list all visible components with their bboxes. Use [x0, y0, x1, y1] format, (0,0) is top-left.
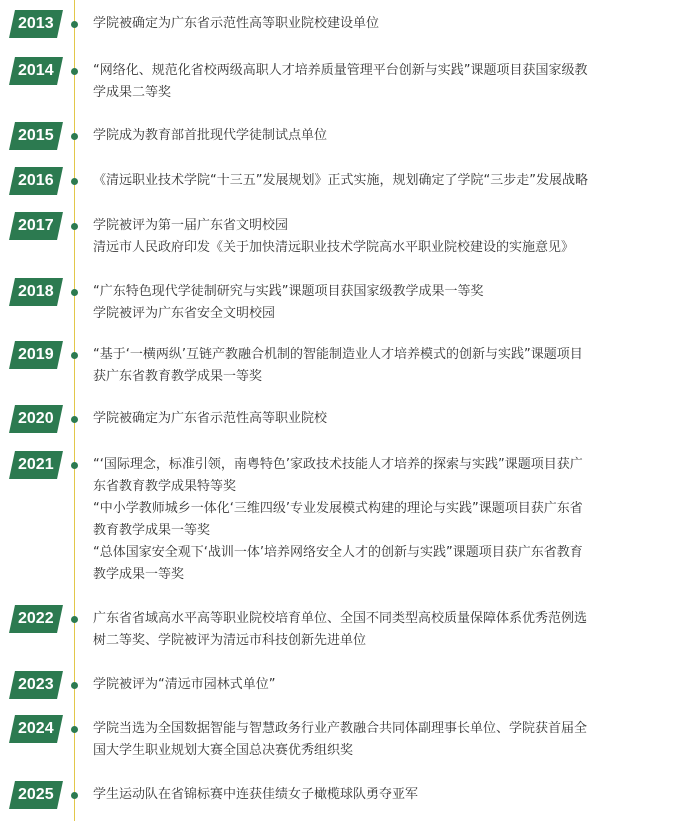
entry-description — [93, 454, 683, 586]
entry-text-line: 《清远职业技术学院“十三五”发展规划》正式实施，规划确定了学院“三步走”发展战略 — [93, 173, 588, 188]
entry-text-line: 学成果二等奖 — [93, 85, 172, 100]
entry-text-line: “‘国际理念，标准引领，南粤特色’家政技术技能人才培养的探索与实践”课题项目获广 — [93, 457, 583, 472]
year-label: 2022 — [18, 610, 54, 627]
entry-description — [93, 674, 683, 696]
year-badge — [9, 167, 63, 195]
year-label: 2014 — [18, 62, 54, 79]
year-label: 2021 — [18, 456, 54, 473]
timeline-dot — [71, 352, 78, 359]
entry-text-line: 学院成为教育部首批现代学徒制试点单位 — [93, 128, 328, 143]
entry-text-line: “广东特色现代学徒制研究与实践”课题项目获国家级教学成果一等奖 — [93, 284, 484, 299]
timeline-line — [74, 0, 75, 821]
entry-description — [93, 784, 683, 806]
year-badge — [9, 405, 63, 433]
entry-text-line: 教学成果一等奖 — [93, 567, 185, 582]
entry-description — [93, 13, 683, 35]
year-label: 2015 — [18, 127, 54, 144]
entry-text-line: 获广东省教育教学成果一等奖 — [93, 369, 263, 384]
entry-description — [93, 170, 683, 192]
year-badge — [9, 57, 63, 85]
timeline-dot — [71, 178, 78, 185]
entry-text-line: 学院被评为第一届广东省文明校园 — [93, 218, 289, 233]
year-label: 2024 — [18, 720, 54, 737]
year-badge — [9, 212, 63, 240]
entry-description — [93, 344, 683, 388]
entry-text-line: 学院被评为“清远市园林式单位” — [93, 677, 276, 692]
year-label: 2019 — [18, 346, 54, 363]
timeline-dot — [71, 792, 78, 799]
entry-text-line: “中小学教师城乡一体化‘三维四级’专业发展模式构建的理论与实践”课题项目获广东省 — [93, 501, 583, 516]
entry-description — [93, 718, 683, 762]
timeline-dot — [71, 68, 78, 75]
year-badge — [9, 122, 63, 150]
year-label: 2016 — [18, 172, 54, 189]
entry-text-line: “总体国家安全观下‘战训一体’培养网络安全人才的创新与实践”课题项目获广东省教育 — [93, 545, 583, 560]
entry-text-line: 清远市人民政府印发《关于加快清远职业技术学院高水平职业院校建设的实施意见》 — [93, 240, 575, 255]
timeline-dot — [71, 416, 78, 423]
year-label: 2017 — [18, 217, 54, 234]
entry-text-line: 树二等奖、学院被评为清远市科技创新先进单位 — [93, 633, 367, 648]
entry-text-line: 东省教育教学成果特等奖 — [93, 479, 237, 494]
timeline-dot — [71, 682, 78, 689]
timeline-dot — [71, 133, 78, 140]
year-badge — [9, 781, 63, 809]
year-badge — [9, 341, 63, 369]
timeline-dot — [71, 223, 78, 230]
entry-text-line: “基于‘一横两纵’互链产教融合机制的智能制造业人才培养模式的创新与实践”课题项目 — [93, 347, 583, 362]
entry-text-line: 教育教学成果一等奖 — [93, 523, 211, 538]
year-label: 2023 — [18, 676, 54, 693]
timeline-dot — [71, 21, 78, 28]
entry-text-line: 学生运动队在省锦标赛中连获佳绩女子橄榄球队勇夺亚军 — [93, 787, 419, 802]
year-label: 2018 — [18, 283, 54, 300]
entry-description — [93, 215, 683, 259]
year-label: 2025 — [18, 786, 54, 803]
year-badge — [9, 715, 63, 743]
year-badge — [9, 278, 63, 306]
timeline-dot — [71, 726, 78, 733]
entry-text-line: 学院当选为全国数据智能与智慧政务行业产教融合共同体副理事长单位、学院获首届全 — [93, 721, 588, 736]
entry-text-line: 广东省省域高水平高等职业院校培育单位、全国不同类型高校质量保障体系优秀范例选 — [93, 611, 588, 626]
timeline-dot — [71, 289, 78, 296]
entry-description — [93, 608, 683, 652]
year-badge — [9, 10, 63, 38]
entry-text-line: 学院被确定为广东省示范性高等职业院校 — [93, 411, 328, 426]
entry-description — [93, 281, 683, 325]
entry-text-line: 学院被确定为广东省示范性高等职业院校建设单位 — [93, 16, 380, 31]
year-badge — [9, 671, 63, 699]
entry-description — [93, 408, 683, 430]
entry-text-line: 学院被评为广东省安全文明校园 — [93, 306, 276, 321]
year-label: 2013 — [18, 15, 54, 32]
timeline-dot — [71, 616, 78, 623]
entry-description — [93, 60, 683, 104]
year-label: 2020 — [18, 410, 54, 427]
entry-description — [93, 125, 683, 147]
timeline-dot — [71, 462, 78, 469]
entry-text-line: 国大学生职业规划大赛全国总决赛优秀组织奖 — [93, 743, 354, 758]
year-badge — [9, 605, 63, 633]
entry-text-line: “网络化、规范化省校两级高职人才培养质量管理平台创新与实践”课题项目获国家级教 — [93, 63, 588, 78]
year-badge — [9, 451, 63, 479]
